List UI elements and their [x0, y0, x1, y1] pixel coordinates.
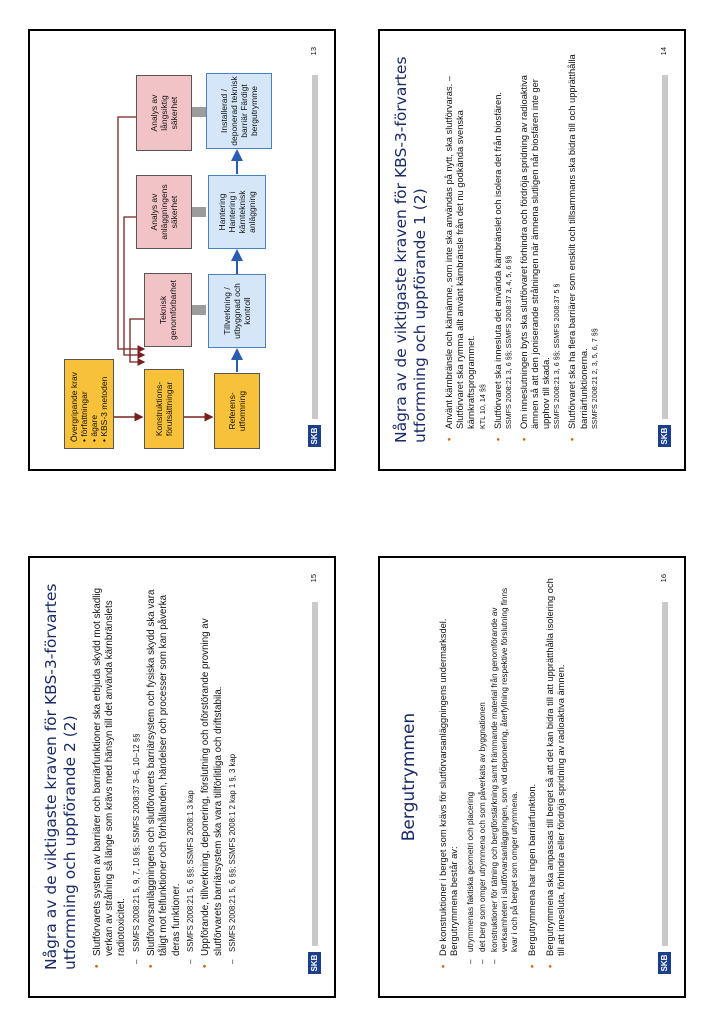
skb-logo: SKB — [308, 425, 321, 447]
slide-13-content — [32, 33, 332, 467]
bullet-ref: SSMFS 2008:21 2, 3, 5, 6, 7 §§ — [589, 328, 599, 429]
bullet-ref: KTL 10, 14 §§ — [477, 384, 487, 429]
box-teknisk-genomforbarhet: Teknisk genomförbarhet — [144, 273, 192, 347]
bullet: • Slutförvarets system av barriärer och barriärfunktioner ska erbjuda skydd mot skadlig verkan av strålning så länge som krävs med hänsyn till det använda kärnbränslets radiotoxicitet. — [92, 576, 129, 968]
box-referensutformning: Referens-utformning — [214, 373, 260, 449]
bullet-ref: SSMFS 2008:21 3, 6 §§; SSMFS 2008:37 5 § — [552, 283, 562, 429]
slide-title: Några av de viktigaste kraven för KBS-3-förvartes utformning och uppförande 2 (2) — [42, 583, 79, 970]
slide-15-content — [32, 560, 332, 994]
bullet-text: Om inneslutningen byts ska slutförvaret förhindra och fördröja spridning av radioaktiva ämnen så att den joniserande strålningen när ämnena slutligen når biosfären inte ger upphov till skada. — [518, 75, 552, 429]
bullet-text: Slutförvaret ska innesluta det använda kärnbränslet och isolera det från biosfären. — [492, 92, 503, 429]
bullet-sub: – utrymmenas faktiska geometri och placering — [466, 576, 476, 968]
box-analys-anlaggningens-sakerhet: Analys av anläggningens säkerhet — [136, 175, 192, 249]
slide-16-content — [382, 560, 682, 994]
slide-15 — [28, 556, 336, 998]
bullet — [493, 49, 513, 441]
bullet-text: Slutförvaret ska ha flera barriärer som enskilt och tillsammans ska bidra till och upprätthålla barriärfunktionerna. — [567, 54, 589, 429]
bullet: • Uppförande, tillverkning, deponering, förslutning och oförstörande provning av slutförvarets barriärsystem ska vara tillförlitliga och driftstabila. — [200, 576, 224, 968]
slide-body — [92, 576, 242, 968]
box-konstruktionsforutsattningar: Konstruktions-förutsättningar — [144, 369, 184, 449]
slide-13 — [28, 29, 336, 471]
skb-logo: SKB — [658, 952, 671, 974]
box-installerad-barriar: Installerad / deponerad teknisk barriär Färdigt bergutrymme — [206, 73, 272, 149]
bullet-text: Använt kärnbränsle och kärnämne, som inte ska användas på nytt, ska slutförvaras. – Slutförvaret ska rymma allt använt kärnbränsle från det nu godkända svenska kärnkraftsprogrammet. — [444, 76, 477, 429]
skb-logo: SKB — [308, 952, 321, 974]
slide-footer — [308, 45, 322, 447]
footer-bar — [312, 75, 318, 419]
footer-bar — [662, 75, 668, 419]
bullet-sub: – det berg som omger utrymmena och som påverkats av byggnationen — [478, 576, 488, 968]
box-item: • författningar — [79, 391, 89, 442]
bullet: • Bergutrymmena ska anpassas till berget så att det kan bidra till att upprätthålla isolering och till att innesluta, förhindra eller fördröja spridning av radioaktiva ämnen. — [545, 576, 567, 968]
slide-14-content — [382, 33, 682, 467]
bullet-sub: – SSMFS 2008:21 5, 6 §§; SSMFS 2008:1 2 kap 1 §, 3 kap — [228, 576, 238, 968]
slide-16 — [378, 556, 686, 998]
slide-footer — [658, 45, 672, 447]
slide-footer — [658, 572, 672, 974]
bullet: • Slutförvarsanläggningens och slutförvarets barriärsystem och fysiska skydd ska vara tåligt mot felfunktioner och förhållanden, händelser och processer som kan påverka deras funktioner. — [146, 576, 183, 968]
footer-bar — [312, 602, 318, 946]
bullet: • Bergutrymmena har ingen barriärfunktion. — [527, 576, 538, 968]
bullet-sub: – konstruktioner för tätning och bergförstärkning samt främmande material från genomförande av verksamheten i slutförvarsanläggningen, som vid deponering, återfyllning respektive förslutning finns kvar i och på berget som omger utrymmena. — [490, 576, 520, 968]
box-tillverkning: Tillverkning / utbyggnad och kontroll — [208, 274, 266, 348]
page-number: 13 — [309, 47, 318, 56]
bullet — [444, 49, 487, 441]
box-item: • KBS-3 metoden — [99, 376, 109, 442]
slide-14 — [378, 29, 686, 471]
bullet-sub: – SSMFS 2008:21 5, 6 §§; SSMFS 2008:1 3 kap — [186, 576, 196, 968]
bullet: • De konstruktioner i berget som krävs för slutförvarsanläggningens undermarksdel. Bergutrymmena består av: — [438, 576, 460, 968]
slide-body — [438, 576, 573, 968]
page-number: 16 — [659, 574, 668, 583]
slide-footer — [308, 572, 322, 974]
bullet — [519, 49, 562, 441]
box-hantering: Hantering Hantering i kärnteknisk anläggning — [208, 175, 266, 249]
bullet-ref: SSMFS 2008:21 3, 6 §§; SSMFS 2008:37 3, 4, 5, 6 §§ — [503, 255, 513, 429]
footer-bar — [662, 602, 668, 946]
box-label: Övergripande krav — [69, 372, 79, 442]
skb-logo: SKB — [658, 425, 671, 447]
bullet — [567, 49, 598, 441]
slide-title: Några av de viktigaste kraven för KBS-3-förvartes utformning och uppförande 1 (2) — [392, 56, 429, 443]
box-analys-langsiktig-sakerhet: Analys av långsiktig säkerhet — [136, 75, 192, 151]
page-number: 14 — [659, 47, 668, 56]
page-number: 15 — [309, 574, 318, 583]
bullet-sub: – SSMFS 2008:21 5, 9, 7, 10 §§; SSMFS 2008:37 3–6, 10–12 §§ — [132, 576, 142, 968]
slide-body — [444, 49, 605, 441]
box-overgripande-krav — [64, 359, 114, 449]
box-item: • ägare — [89, 414, 99, 442]
slide-title: Bergutrymmen — [399, 712, 419, 842]
